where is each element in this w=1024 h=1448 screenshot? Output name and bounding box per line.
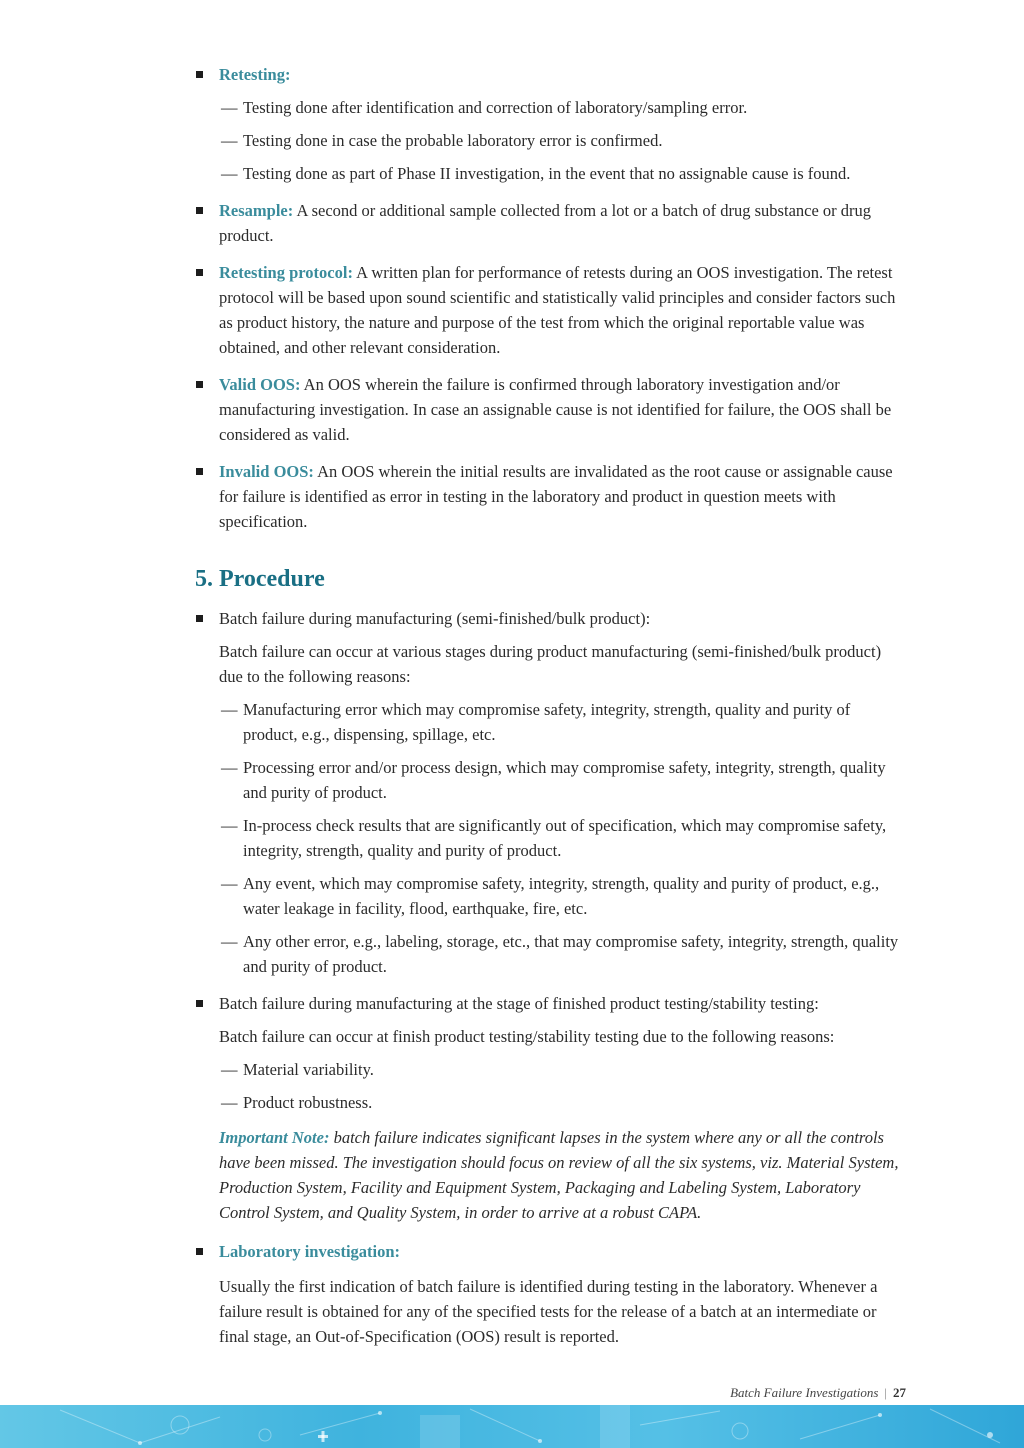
term-label: Valid OOS: [219,375,301,394]
dash-item: — Testing done as part of Phase II investigation, in the event that no assignable cause is found. [195,161,907,186]
dash-item: — In-process check results that are significantly out of specification, which may compromise safety, integrity, strength, quality and purity of product. [195,813,907,863]
note-text: batch failure indicates significant lapses in the system where any or all the controls have been missed. The investigation should focus on review of all the six systems, viz. Material System, Production System, Facility and Equipment System, Packaging and Labeling System, Laboratory Control System, and Quality System, in order to arrive at a robust CAPA. [219,1128,899,1222]
network-pattern-graphic [0,1405,1024,1448]
definition-text: A second or additional sample collected from a lot or a batch of drug substance or drug product. [219,201,872,245]
definition-retesting [195,62,907,186]
page-number: 27 [893,1385,906,1400]
procedure-bullet: Batch failure during manufacturing at the stage of finished product testing/stability testing: [195,991,907,1016]
definition-invalid-oos [195,459,907,534]
page-footer [730,1380,906,1405]
important-note [195,1125,907,1225]
note-label: Important Note: [219,1128,330,1147]
dash-item: — Any other error, e.g., labeling, storage, etc., that may compromise safety, integrity, strength, quality and purity of product. [195,929,907,979]
definition-valid-oos [195,372,907,447]
term-label: Retesting: [219,65,291,84]
paragraph: Batch failure can occur at finish product testing/stability testing due to the following reasons: [219,1027,835,1046]
footer-title: Batch Failure Investigations [730,1385,879,1400]
dash-item: — Testing done in case the probable laboratory error is confirmed. [195,128,907,153]
definition-resample [195,198,907,248]
dash-item: — Manufacturing error which may compromise safety, integrity, strength, quality and purity of product, e.g., dispensing, spillage, etc. [195,697,907,747]
section-heading: 5. Procedure [195,566,325,592]
procedure-bullet: Batch failure during manufacturing (semi-finished/bulk product): [195,606,907,631]
footer-separator: | [884,1385,887,1400]
definition-text: A written plan for performance of retests during an OOS investigation. The retest protocol will be based upon sound scientific and statistically valid principles and consider factors such as product history, the nature and purpose of the test from which the original reportable value was obtained, and other relevant consideration. [219,263,896,357]
definition-retesting-protocol [195,260,907,360]
dash-item: — Product robustness. [195,1090,907,1115]
dash-item: — Testing done after identification and correction of laboratory/sampling error. [195,95,907,120]
term-label: Retesting protocol: [219,263,353,282]
procedure-bullet [195,1239,907,1264]
page-content [195,62,907,1357]
definition-text: An OOS wherein the initial results are invalidated as the root cause or assignable cause for failure is identified as error in testing in the laboratory and product in question meets with specification. [219,462,893,531]
definition-text: An OOS wherein the failure is confirmed through laboratory investigation and/or manufacturing investigation. In case an assignable cause is not identified for failure, the OOS shall be considered as valid. [219,375,892,444]
paragraph: Batch failure can occur at various stages during product manufacturing (semi-finished/bulk product) due to the following reasons: [219,642,882,686]
term-label: Resample: [219,201,294,220]
decorative-footer-band [0,1405,1024,1448]
dash-item: — Processing error and/or process design, which may compromise safety, integrity, strength, quality and purity of product. [195,755,907,805]
paragraph: Usually the first indication of batch failure is identified during testing in the laboratory. Whenever a failure result is obtained for any of the specified tests for the release of a batch at an intermediate or final stage, an Out-of-Specification (OOS) result is reported. [219,1277,878,1346]
dash-item: — Any event, which may compromise safety, integrity, strength, quality and purity of product, e.g., water leakage in facility, flood, earthquake, fire, etc. [195,871,907,921]
term-label: Laboratory investigation: [219,1242,401,1261]
term-label: Invalid OOS: [219,462,314,481]
dash-item: — Material variability. [195,1057,907,1082]
